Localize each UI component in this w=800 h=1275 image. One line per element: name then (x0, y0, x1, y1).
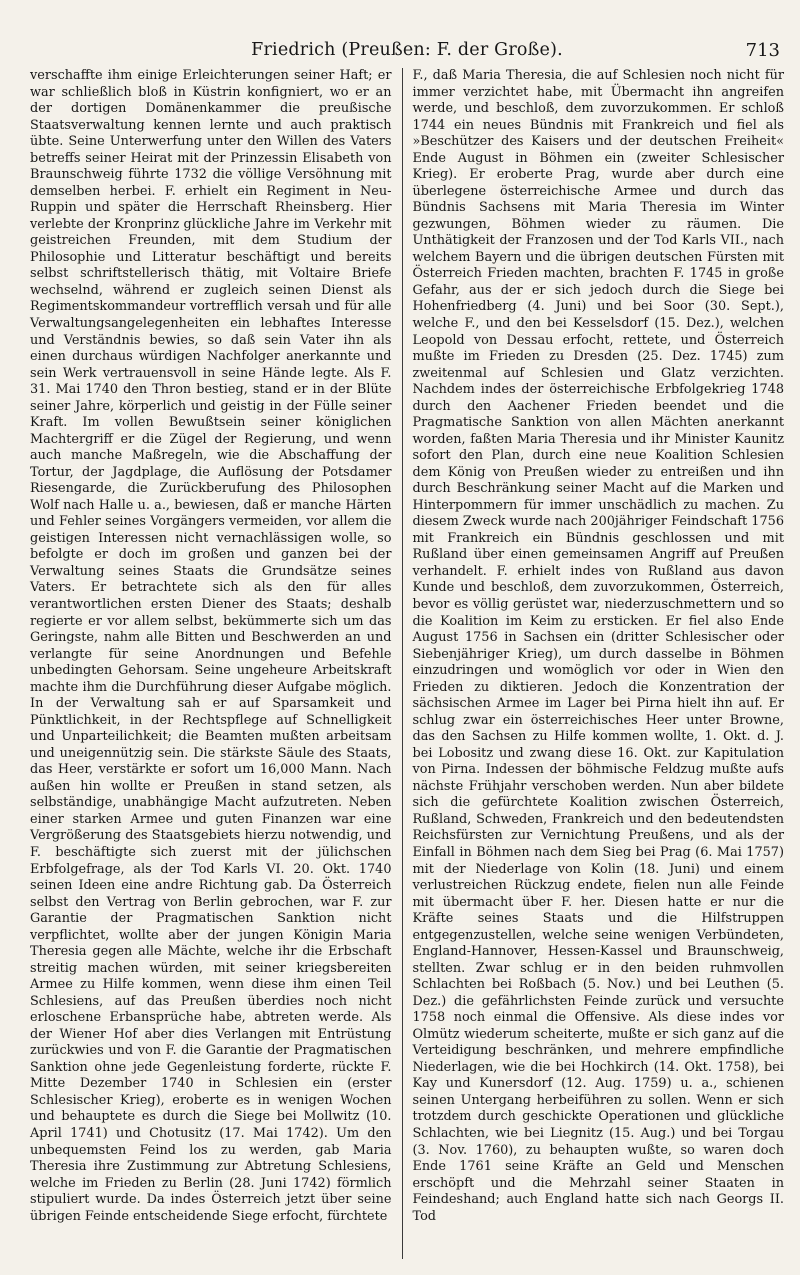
right-column-text: F., daß Maria Theresia, die auf Schlesien noch nicht für immer verzichtet habe, mit Übermacht ihn angreifen werde, und beschloß, dem zuvorzukommen. Er schloß 1744 ein neues Bündnis mit Frankreich und fiel als »Beschützer des Kaisers und der deutschen Freiheit« Ende August in Böhmen ein (zweiter Schlesischer Krieg). Er eroberte Prag, wurde aber durch eine überlegene österreichische Armee und durch das Bündnis Sachsens mit Maria Theresia im Winter gezwungen, Böhmen wieder zu räumen. Die Unthätigkeit der Franzosen und der Tod Karls VII., nach welchem Bayern und die übrigen deutschen Fürsten mit Österreich Frieden machten, brachten F. 1745 in große Gefahr, aus der er sich jedoch durch die Siege bei Hohenfriedberg (4. Juni) und bei Soor (30. Sept.), welche F., und den bei Kesselsdorf (15. Dez.), welchen Leopold von Dessau erfocht, rettete, und Österreich mußte im Frieden zu Dresden (25. Dez. 1745) zum zweitenmal auf Schlesien und Glatz verzichten. Nachdem indes der österreichische Erbfolgekrieg 1748 durch den Aachener Frieden beendet und die Pragmatische Sanktion von allen Mächten anerkannt worden, faßten Maria Theresia und ihr Minister Kaunitz sofort den Plan, durch eine neue Koalition Schlesien dem König von Preußen wieder zu entreißen und ihn durch Beschränkung seiner Macht auf die Marken und Hinterpommern für immer unschädlich zu machen. Zu diesem Zweck wurde nach 200jähriger Feindschaft 1756 mit Frankreich ein Bündnis geschlossen und mit Rußland über einen gemeinsamen Angriff auf Preußen verhandelt. F. erhielt indes von Rußland aus davon Kunde und beschloß, dem zuvorzukommen, Österreich, bevor es völlig gerüstet war, niederzuschmettern und so die Koalition im Keim zu ersticken. Er fiel also Ende August 1756 in Sachsen ein (dritter Schlesischer oder Siebenjähriger Krieg), um durch dasselbe in Böhmen einzudringen und womöglich vor oder in Wien den Frieden zu diktieren. Jedoch die Konzentration der sächsischen Armee im Lager bei Pirna hielt ihn auf. Er schlug zwar ein österreichisches Heer unter Browne, das den Sachsen zu Hilfe kommen wollte, 1. Okt. d. J. bei Lobositz und zwang diese 16. Okt. zur Kapitulation von Pirna. Indessen der böhmische Feldzug mußte aufs nächste Frühjahr verschoben werden. Nun aber bildete sich die gefürchtete Koalition zwischen Österreich, Rußland, Schweden, Frankreich und den bedeutendsten Reichsfürsten zur Vernichtung Preußens, und als der Einfall in Böhmen nach dem Sieg bei Prag (6. Mai 1757) mit der Niederlage von Kolin (18. Juni) und einem verlustreichen Rückzug endete, fielen nun alle Feinde mit übermacht über F. her. Diesen hatte er nur die Kräfte seines Staats und die Hilfstruppen entgegenzustellen, welche seine wenigen Verbündeten, England-Hannover, Hessen-Kassel und Braunschweig, stellten. Zwar schlug er in den beiden ruhmvollen Schlachten bei Roßbach (5. Nov.) und bei Leuthen (5. Dez.) die gefährlichsten Feinde zurück und versuchte 1758 noch einmal die Offensive. Als diese indes vor Olmütz wiederum scheiterte, mußte er sich ganz auf die Verteidigung beschränken, und mehrere empfindliche Niederlagen, wie die bei Hochkirch (14. Okt. 1758), bei Kay und Kunersdorf (12. Aug. 1759) u. a., schienen seinen Untergang herbeiführen zu sollen. Wenn er sich trotzdem durch geschickte Operationen und glückliche Schlachten, wie bei Liegnitz (15. Aug.) und bei Torgau (3. Nov. 1760), zu behaupten wußte, so waren doch Ende 1761 seine Kräfte an Geld und Menschen erschöpft und die Mehrzahl seiner Staaten in Feindeshand; auch England hatte sich nach Georgs II. Tod (412, 68, 784, 1224)
right-column (403, 68, 785, 1259)
left-column-text: verschaffte ihm einige Erleichterungen seiner Haft; er war schließlich bloß in Küstrin konfigniert, wo er an der dortigen Domänenkammer die preußische Staatsverwaltung kennen lernte und auch praktisch übte. Seine Unterwerfung unter den Willen des Vaters betreffs seiner Heirat mit der Prinzessin Elisabeth von Braunschweig führte 1732 die völlige Versöhnung mit demselben herbei. F. erhielt ein Regiment in Neu-Ruppin und später die Herrschaft Rheinsberg. Hier verlebte der Kronprinz glückliche Jahre im Verkehr mit geistreichen Freunden, mit dem Studium der Philosophie und Litteratur beschäftigt und bereits selbst schriftstellerisch thätig, mit Voltaire Briefe wechselnd, während er zugleich seinen Dienst als Regimentskommandeur vortrefflich versah und für alle Verwaltungsangelegenheiten ein lebhaftes Interesse und Verständnis bewies, so daß sein Vater ihn als einen durchaus würdigen Nachfolger anerkannte und sein Werk vertrauensvoll in seine Hände legte. Als F. 31. Mai 1740 den Thron bestieg, stand er in der Blüte seiner Jahre, körperlich und geistig in der Fülle seiner Kraft. Im vollen Bewußtsein seiner königlichen Machtergriff er die Zügel der Regierung, und wenn auch manche Maßregeln, wie die Abschaffung der Tortur, der Jagdplage, die Auflösung der Potsdamer Riesengarde, die Zurückberufung des Philosophen Wolf nach Halle u. a., bewiesen, daß er manche Härten und Fehler seines Vorgängers vermeiden, vor allem die geistigen Interessen nicht vernachlässigen wolle, so befolgte er doch im großen und ganzen bei der Verwaltung seines Staats die Grundsätze seines Vaters. Er betrachtete sich als den für alles verantwortlichen ersten Diener des Staats; deshalb regierte er vor allem selbst, bekümmerte sich um das Geringste, nahm alle Bitten und Beschwerden an und verlangte für seine Anordnungen und Befehle unbedingten Gehorsam. Seine ungeheure Arbeitskraft machte ihm die Durchführung dieser Aufgabe möglich. In der Verwaltung sah er auf Sparsamkeit und Pünktlichkeit, in der Rechtspflege auf Schnelligkeit und Unparteilichkeit; die Beamten mußten arbeitsam und uneigennützig sein. Die stärkste Säule des Staats, das Heer, verstärkte er sofort um 16,000 Mann. Nach außen hin wollte er Preußen in stand setzen, als selbständige, unabhängige Macht aufzutreten. Neben einer starken Armee und guten Finanzen war eine Vergrößerung des Staatsgebiets hierzu notwendig, und F. beschäftigte sich zuerst mit der jülichschen Erbfolgefrage, als der Tod Karls VI. 20. Okt. 1740 seinen Ideen eine andre Richtung gab. Da Österreich selbst den Vertrag von Berlin gebrochen, war F. zur Garantie der Pragmatischen Sanktion nicht verpflichtet, wollte aber der jungen Königin Maria Theresia gegen alle Mächte, welche ihr die Erbschaft streitig machen würden, mit seiner kriegsbereiten Armee zu Hilfe kommen, wenn diese ihm einen Teil Schlesiens, auf das Preußen überdies noch nicht erloschene Erbansprüche habe, abtreten werde. Als der Wiener Hof aber dies Verlangen mit Entrüstung zurückwies und von F. die Garantie der Pragmatischen Sanktion ohne jede Gegenleistung forderte, rückte F. Mitte Dezember 1740 in Schlesien ein (erster Schlesischer Krieg), eroberte es in wenigen Wochen und behauptete es durch die Siege bei Mollwitz (10. April 1741) und Chotusitz (17. Mai 1742). Um den unbequemsten Feind los zu werden, gab Maria Theresia ihre Zustimmung zur Abtretung Schlesiens, welche im Frieden zu Berlin (28. Juni 1742) förmlich stipuliert wurde. Da indes Österreich jetzt über seine übrigen Feinde entscheidende Siege erfocht, fürchtete (30, 68, 392, 1224)
running-header (30, 40, 784, 66)
text-columns (30, 68, 784, 1259)
page-number: 713 (745, 40, 780, 61)
page-title: Friedrich (Preußen: F. der Große). (251, 40, 563, 60)
left-column (30, 68, 402, 1259)
